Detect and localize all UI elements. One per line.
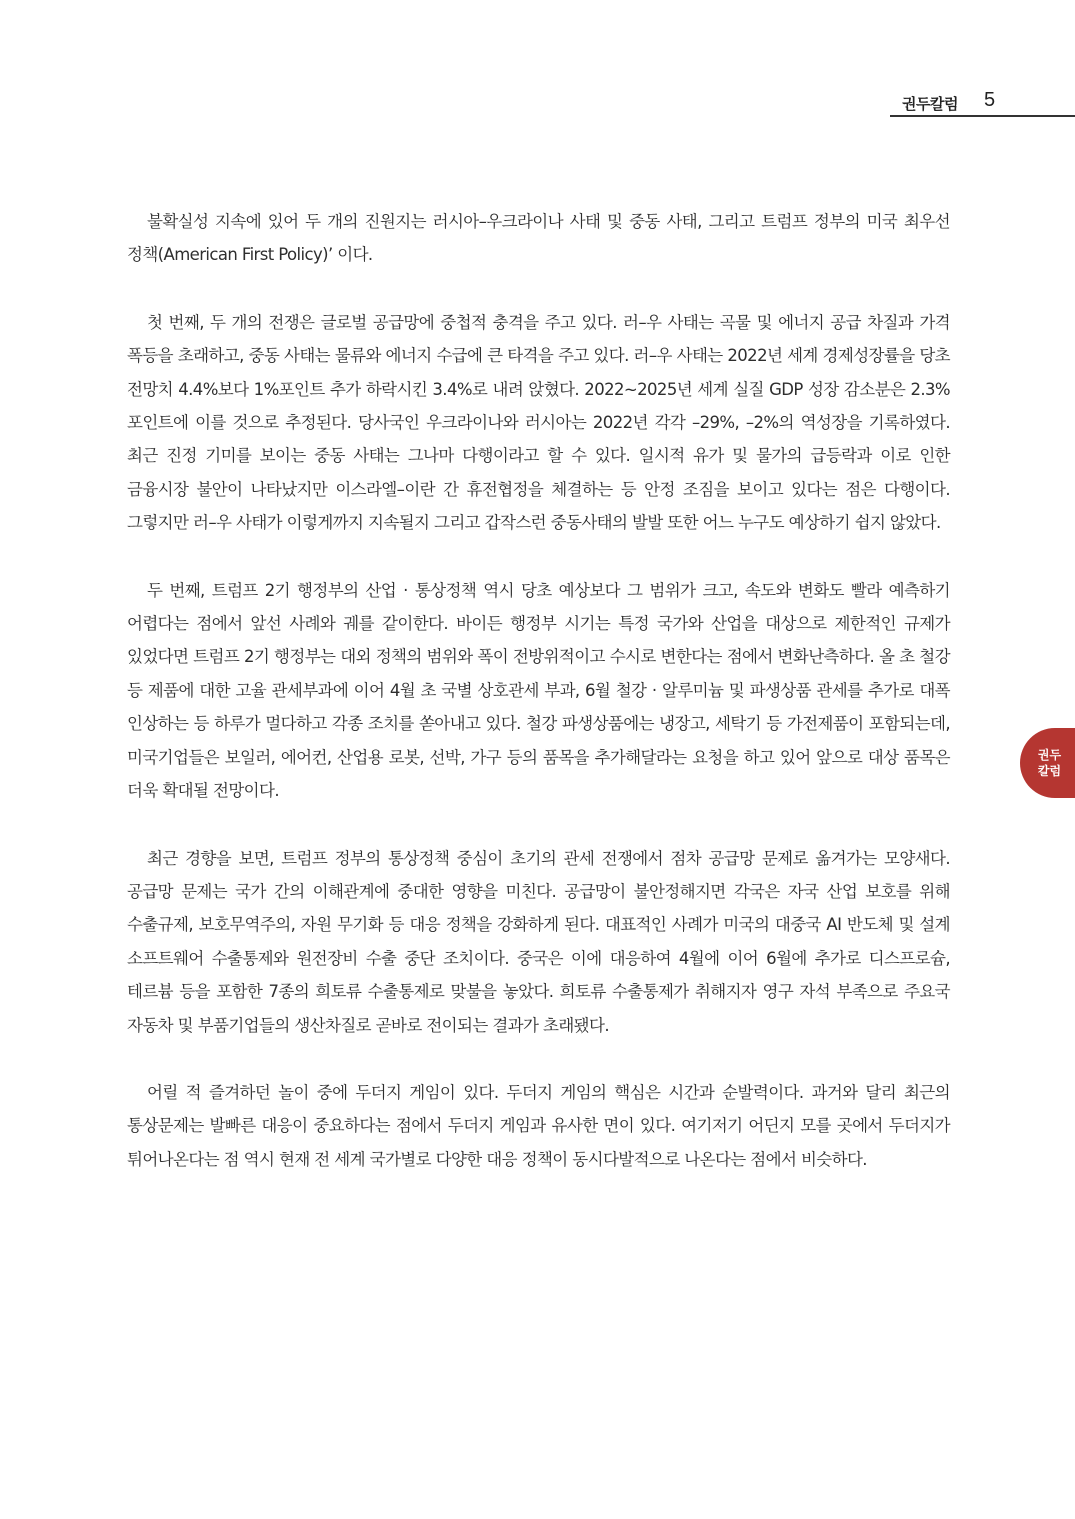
paragraph-1: 불확실성 지속에 있어 두 개의 진원지는 러시아–우크라이나 사태 및 중동 사태, 그리고 트럼프 정부의 미국 최우선 정책(American First Policy)’ 이다.: [127, 212, 950, 265]
page-header: [0, 88, 1075, 120]
paragraph-4: 최근 경향을 보면, 트럼프 정부의 통상정책 중심이 초기의 관세 전쟁에서 점차 공급망 문제로 옮겨가는 모양새다. 공급망 문제는 국가 간의 이해관계에 중대한 영향을 미친다. 공급망이 불안정해지면 각국은 자국 산업 보호를 위해 수출규제, 보호무역주의, 자원 무기화 등 대응 정책을 강화하게 된다. 대표적인 사례가 미국의 대중국 AI 반도체 및 설계 소프트웨어 수출통제와 원전장비 수출 중단 조치이다. 중국은 이에 대응하여 4월에 이어 6월에 추가로 디스프로슘, 테르븀 등을 포함한 7종의 희토류 수출통제로 맞불을 놓았다. 희토류 수출통제가 취해지자 영구 자석 부족으로 주요국 자동차 및 부품기업들의 생산차질로 곧바로 전이되는 결과가 초래됐다.: [127, 848, 950, 1035]
page-number: 5: [984, 89, 996, 111]
section-title: 권두칼럼: [902, 95, 958, 113]
paragraph-3: 두 번째, 트럼프 2기 행정부의 산업 · 통상정책 역시 당초 예상보다 그 범위가 크고, 속도와 변화도 빨라 예측하기 어렵다는 점에서 앞선 사례와 궤를 같이한다. 바이든 행정부 시기는 특정 국가와 산업을 대상으로 제한적인 규제가 있었다면 트럼프 2기 행정부는 대외 정책의 범위와 폭이 전방위적이고 수시로 변한다는 점에서 변화난측하다. 올 초 철강 등 제품에 대한 고율 관세부과에 이어 4월 초 국별 상호관세 부과, 6월 철강 · 알루미늄 및 파생상품 관세를 추가로 대폭 인상하는 등 하루가 멀다하고 각종 조치를 쏟아내고 있다. 철강 파생상품에는 냉장고, 세탁기 등 가전제품이 포함되는데, 미국기업들은 보일러, 에어컨, 산업용 로봇, 선박, 가구 등의 품목을 추가해달라는 요청을 하고 있어 앞으로 대상 품목은 더욱 확대될 전망이다.: [127, 580, 950, 801]
section-side-tab: [1020, 728, 1075, 798]
article-body: [127, 205, 950, 1210]
paragraph-5: 어릴 적 즐겨하던 놀이 중에 두더지 게임이 있다. 두더지 게임의 핵심은 시간과 순발력이다. 과거와 달리 최근의 통상문제는 발빠른 대응이 중요하다는 점에서 두더지 게임과 유사한 면이 있다. 여기저기 어딘지 모를 곳에서 두더지가 튀어나온다는 점 역시 현재 전 세계 국가별로 다양한 대응 정책이 동시다발적으로 나온다는 점에서 비슷하다.: [127, 1082, 950, 1169]
header-rule: [890, 115, 1075, 117]
paragraph-2: 첫 번째, 두 개의 전쟁은 글로벌 공급망에 중첩적 충격을 주고 있다. 러–우 사태는 곡물 및 에너지 공급 차질과 가격 폭등을 초래하고, 중동 사태는 물류와 에너지 수급에 큰 타격을 주고 있다. 러–우 사태는 2022년 세계 경제성장률을 당초 전망치 4.4%보다 1%포인트 추가 하락시킨 3.4%로 내려 앉혔다. 2022∼2025년 세계 실질 GDP 성장 감소분은 2.3%포인트에 이를 것으로 추정된다. 당사국인 우크라이나와 러시아는 2022년 각각 –29%, –2%의 역성장을 기록하였다. 최근 진정 기미를 보이는 중동 사태는 그나마 다행이라고 할 수 있다. 일시적 유가 및 물가의 급등락과 이로 인한 금융시장 불안이 나타났지만 이스라엘–이란 간 휴전협정을 체결하는 등 안정 조짐을 보이고 있다는 점은 다행이다. 그렇지만 러–우 사태가 이렇게까지 지속될지 그리고 갑작스런 중동사태의 발발 또한 어느 누구도 예상하기 쉽지 않았다.: [127, 312, 950, 533]
side-tab-label-line1: 권두: [1037, 748, 1062, 762]
side-tab-label-line2: 칼럼: [1037, 764, 1062, 778]
